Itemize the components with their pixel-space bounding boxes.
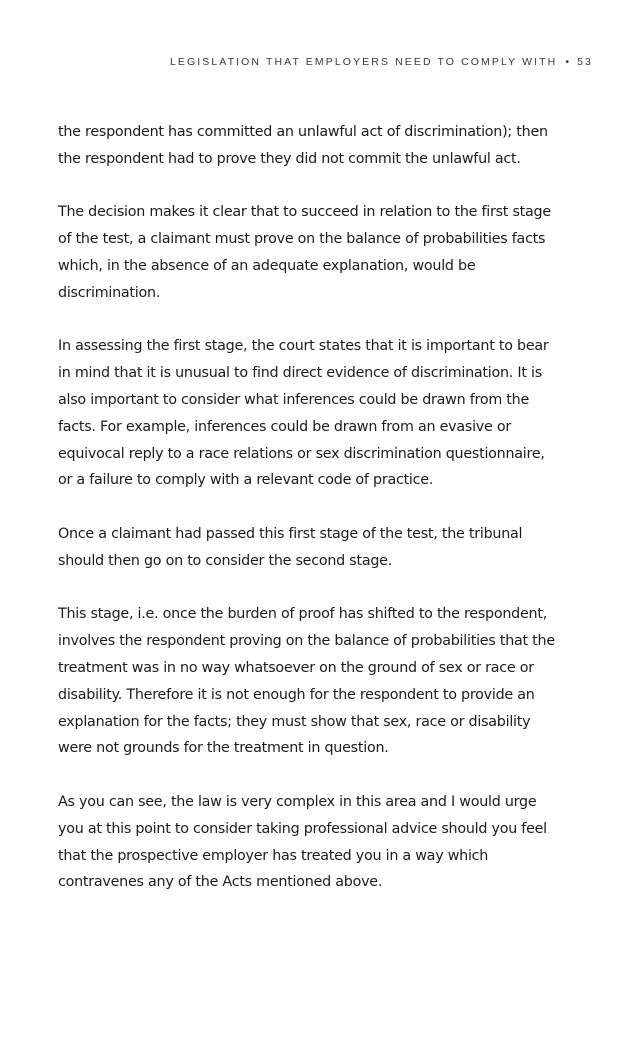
text-line: the respondent has committed an unlawful act of discrimination); then xyxy=(58,124,548,140)
text-line: explanation for the facts; they must show that sex, race or disability xyxy=(58,713,531,730)
paragraph xyxy=(58,119,580,173)
paragraph xyxy=(58,333,580,494)
paragraph xyxy=(58,521,580,575)
text-line: should then go on to consider the second stage. xyxy=(58,552,392,569)
text-line: were not grounds for the treatment in question. xyxy=(58,740,389,757)
paragraph xyxy=(58,789,580,896)
text-line: which, in the absence of an adequate explanation, would be xyxy=(58,257,476,274)
text-line: This stage, i.e. once the burden of proof has shifted to the respondent, xyxy=(58,606,548,623)
text-line: In assessing the first stage, the court states that it is important to bear xyxy=(58,338,549,355)
paragraph xyxy=(58,601,580,762)
running-header xyxy=(170,56,593,68)
running-title: LEGISLATION THAT EMPLOYERS NEED TO COMPLY WITH xyxy=(169,56,558,68)
body-text xyxy=(58,119,580,923)
text-line: that the prospective employer has treated you in a way which xyxy=(58,847,489,864)
text-line: involves the respondent proving on the balance of probabilities that the xyxy=(58,633,555,650)
paragraph xyxy=(58,199,580,306)
text-line: or a failure to comply with a relevant code of practice. xyxy=(58,472,434,489)
header-separator: • xyxy=(565,56,572,68)
text-line: you at this point to consider taking professional advice should you feel xyxy=(58,820,547,837)
text-line: discrimination. xyxy=(58,284,161,301)
text-line: of the test, a claimant must prove on the balance of probabilities facts xyxy=(58,231,546,248)
text-line: contravenes any of the Acts mentioned above. xyxy=(58,874,383,891)
text-line: also important to consider what inferences could be drawn from the xyxy=(58,391,529,408)
text-line: facts. For example, inferences could be drawn from an evasive or xyxy=(58,418,511,435)
text-line: in mind that it is unusual to find direct evidence of discrimination. It is xyxy=(58,365,542,382)
text-line: treatment was in no way whatsoever on the ground of sex or race or xyxy=(58,659,534,676)
text-line: equivocal reply to a race relations or sex discrimination questionnaire, xyxy=(58,445,545,462)
text-line: the respondent had to prove they did not commit the unlawful act. xyxy=(58,150,521,167)
page-number: 53 xyxy=(577,56,593,68)
text-line: disability. Therefore it is not enough for the respondent to provide an xyxy=(58,686,535,703)
text-line: Once a claimant had passed this first stage of the test, the tribunal xyxy=(58,525,523,542)
text-line: As you can see, the law is very complex in this area and I would urge xyxy=(58,793,537,810)
text-line: The decision makes it clear that to succeed in relation to the first stage xyxy=(58,204,551,221)
